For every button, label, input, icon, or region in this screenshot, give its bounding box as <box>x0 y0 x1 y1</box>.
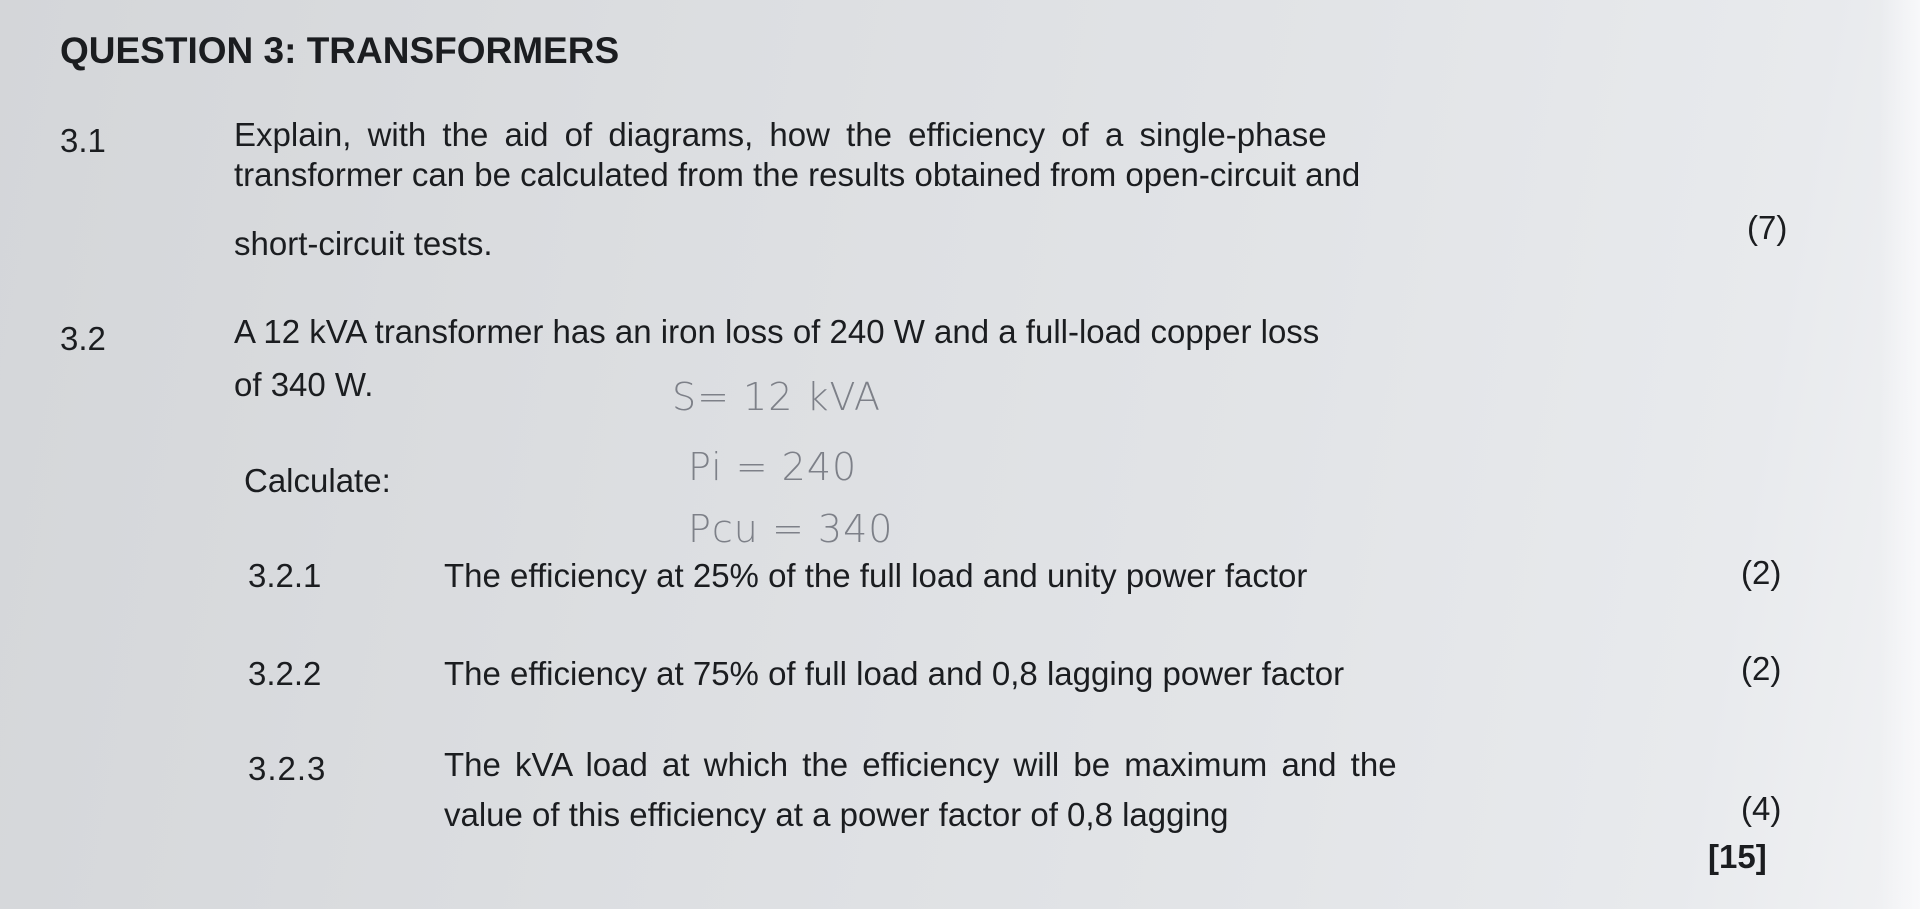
question-3-1-line-1: Explain, with the aid of diagrams, how the efficiency of a single-phase <box>234 116 1327 153</box>
question-3-1-number: 3.1 <box>60 122 106 159</box>
calculate-label: Calculate: <box>244 462 391 499</box>
question-3-2-1-text: The efficiency at 25% of the full load and unity power factor <box>444 557 1308 594</box>
question-3-1-line-3: short-circuit tests. <box>234 225 493 262</box>
question-3-2-1-number: 3.2.1 <box>248 557 322 594</box>
question-3-2-2-number: 3.2.2 <box>248 655 322 692</box>
question-3-1-marks: (7) <box>1747 209 1788 246</box>
question-3-2-line-2: of 340 W. <box>234 366 374 403</box>
question-3-2-3-line-1: The kVA load at which the efficiency will be maximum and the <box>444 746 1397 783</box>
handwritten-iron-loss: Pi = 240 <box>688 445 858 489</box>
handwritten-copper-loss: Pcu = 340 <box>688 507 894 551</box>
question-3-2-line-1: A 12 kVA transformer has an iron loss of 240 W and a full-load copper loss <box>234 313 1320 350</box>
question-3-2-3-marks: (4) <box>1741 790 1782 827</box>
page-edge <box>1880 0 1920 909</box>
question-3-2-1-marks: (2) <box>1741 554 1782 591</box>
question-3-2-2-text: The efficiency at 75% of full load and 0,8 lagging power factor <box>444 655 1345 692</box>
question-heading: QUESTION 3: TRANSFORMERS <box>60 30 620 71</box>
question-3-1-line-2: transformer can be calculated from the results obtained from open-circuit and <box>234 156 1361 193</box>
question-3-2-3-line-2: value of this efficiency at a power factor of 0,8 lagging <box>444 796 1229 833</box>
question-3-2-3-number: 3.2.3 <box>248 750 327 787</box>
question-3-2-2-marks: (2) <box>1741 650 1782 687</box>
handwritten-apparent-power: S= 12 kVA <box>672 375 882 419</box>
question-total-marks: [15] <box>1708 838 1767 875</box>
question-3-2-number: 3.2 <box>60 320 106 357</box>
